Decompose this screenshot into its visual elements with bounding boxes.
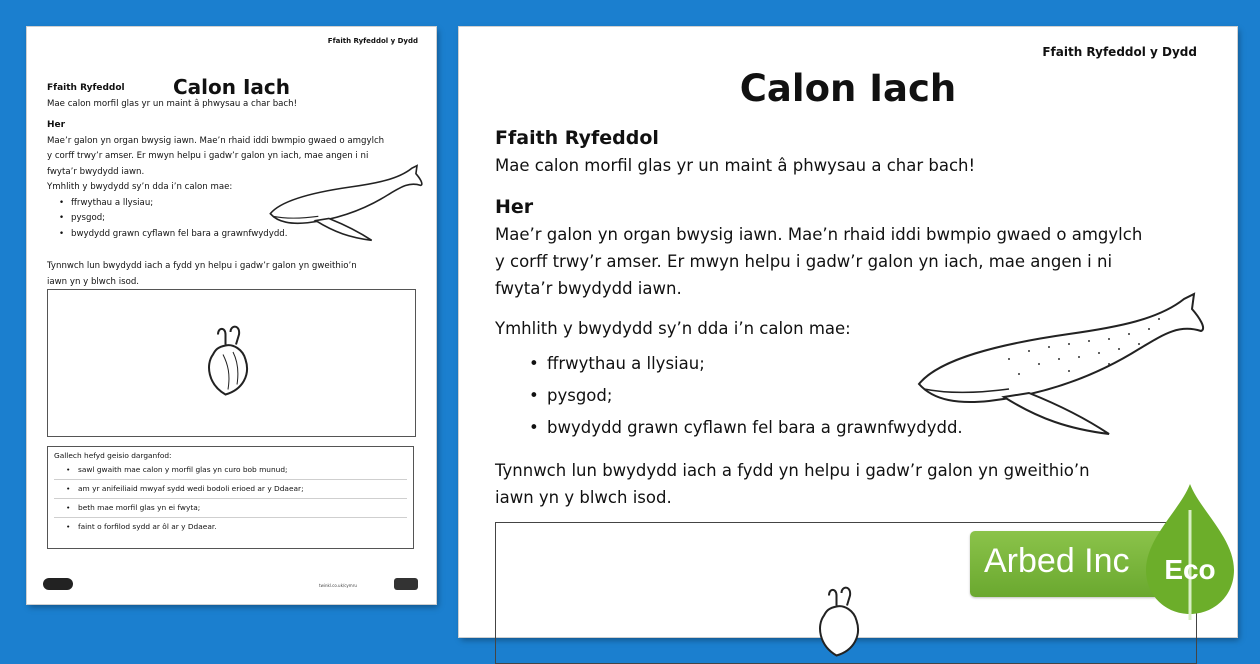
list-item: • pysgod; [47, 211, 422, 227]
heart-illustration [203, 324, 253, 400]
instruction-line: iawn yn y blwch isod. [495, 488, 672, 507]
footer-badge-icon [394, 578, 418, 590]
list-item: • ffrwythau a llysiau; [495, 348, 1205, 380]
foods-intro: Ymhlith y bwydydd sy’n dda i’n calon mae: [495, 319, 851, 338]
instruction-line: Tynnwch lun bwydydd iach a fydd yn helpu i gadw’r galon yn gweithio’n [47, 261, 357, 271]
fact-text: Mae calon morfil glas yr un maint â phwysau a char bach! [47, 98, 298, 109]
sheet-title: Calon Iach [739, 67, 957, 110]
challenge-heading: Her [495, 196, 534, 218]
list-item: • am yr anifeiliaid mwyaf sydd wedi bodoli erioed ar y Ddaear; [54, 480, 407, 499]
extra-research-box [47, 446, 414, 549]
heart-illustration [814, 585, 864, 661]
list-item: • bwydydd grawn cyflawn fel bara a grawnfwydydd. [47, 227, 422, 243]
drawing-box[interactable] [47, 289, 416, 437]
sheet-header: Ffaith Ryfeddol y Dydd [1042, 45, 1197, 59]
leaf-drop-icon [1140, 480, 1240, 624]
leaf-drop-shape [1140, 480, 1240, 620]
whale-illustration [265, 163, 425, 243]
whale-illustration [909, 289, 1209, 439]
challenge-line: y corff trwy’r amser. Er mwyn helpu i gadw’r galon yn iach, mae angen i ni [495, 252, 1113, 271]
challenge-line: fwyta’r bwydydd iawn. [47, 166, 145, 177]
extra-list [54, 461, 413, 536]
twinkl-logo [43, 578, 73, 590]
list-item: • ffrwythau a llysiau; [47, 196, 422, 212]
instruction-line: Tynnwch lun bwydydd iach a fydd yn helpu i gadw’r galon yn gweithio’n [495, 461, 1090, 480]
list-item: • pysgod; [495, 380, 1205, 412]
fact-text: Mae calon morfil glas yr un maint â phwysau a char bach! [495, 156, 976, 175]
fact-heading: Ffaith Ryfeddol [47, 83, 125, 93]
challenge-section [495, 194, 1205, 302]
sheet-header: Ffaith Ryfeddol y Dydd [327, 37, 418, 45]
fact-heading: Ffaith Ryfeddol [495, 127, 659, 149]
instruction-section [47, 259, 422, 290]
challenge-line: y corff trwy’r amser. Er mwyn helpu i gadw’r galon yn iach, mae angen i ni [47, 151, 369, 161]
badge-brand: Arbed Inc [984, 542, 1130, 580]
list-item: • faint o forfilod sydd ar ôl ar y Ddaear. [54, 518, 407, 536]
list-item: • bwydydd grawn cyflawn fel bara a grawnfwydydd. [495, 412, 1205, 444]
challenge-line: fwyta’r bwydydd iawn. [495, 279, 682, 298]
instruction-section [495, 457, 1205, 511]
badge-eco-text: Eco [1164, 554, 1216, 585]
instruction-line: iawn yn y blwch isod. [47, 276, 140, 287]
fact-section [47, 81, 422, 112]
fact-section [495, 125, 1205, 179]
challenge-heading: Her [47, 120, 66, 130]
challenge-line: Mae’r galon yn organ bwysig iawn. Mae’n rhaid iddi bwmpio gwaed o amgylch [495, 225, 1143, 244]
sheet-title: Calon Iach [172, 75, 290, 99]
list-item: • beth mae morfil glas yn ei fwyta; [54, 499, 407, 518]
list-item: • sawl gwaith mae calon y morfil glas yn curo bob munud; [54, 461, 407, 480]
footer-text: twinkl.co.uk/cymru [319, 583, 357, 588]
extra-intro: Gallech hefyd geisio darganfod: [54, 451, 172, 460]
worksheet-thumbnail[interactable] [27, 27, 436, 604]
foods-intro: Ymhlith y bwydydd sy’n dda i’n calon mae: [47, 182, 233, 192]
challenge-line: Mae’r galon yn organ bwysig iawn. Mae’n rhaid iddi bwmpio gwaed o amgylch [47, 135, 385, 146]
